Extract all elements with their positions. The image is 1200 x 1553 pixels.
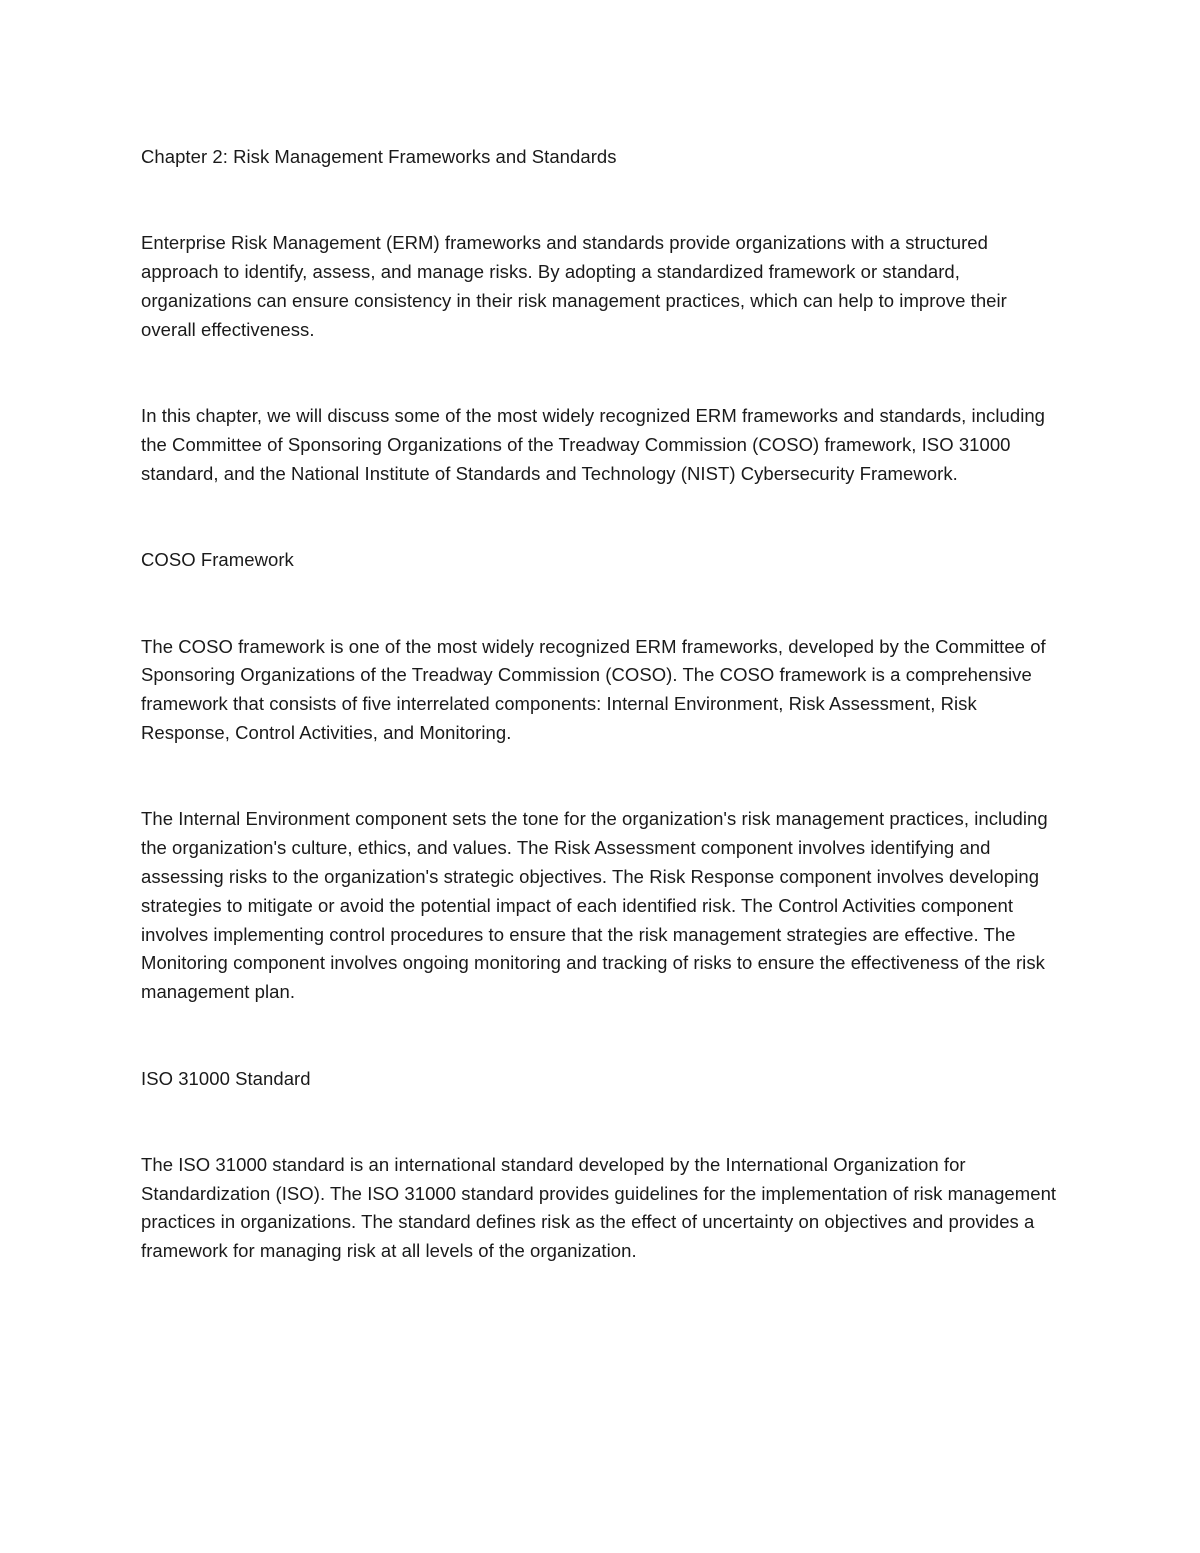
iso-heading: ISO 31000 Standard — [141, 1067, 311, 1089]
coso-heading: COSO Framework — [141, 549, 294, 571]
coso-paragraph-2: The Internal Environment component sets the tone for the organization's risk management practices, including the organization's culture, ethics, and values. The Risk Assessment component involves identifying and assessing risks to the organization's strategic objectives. The Risk Response component involves developing strategies to mitigate or avoid the potential impact of each identified risk. The Control Activities component involves implementing control procedures to ensure that the risk management strategies are effective. The Monitoring component involves ongoing monitoring and tracking of risks to ensure the effectiveness of the risk management plan. — [141, 808, 1048, 1003]
iso-paragraph-1: The ISO 31000 standard is an international standard developed by the International Organization for Standardization (ISO). The ISO 31000 standard provides guidelines for the implementation of risk management practices in organizations. The standard defines risk as the effect of uncertainty on objectives and provides a framework for managing risk at all levels of the organization. — [141, 1153, 1057, 1262]
intro-paragraph-1: Enterprise Risk Management (ERM) frameworks and standards provide organizations with a structured approach to identify, assess, and manage risks. By adopting a standardized framework or standard, organizations can ensure consistency in their risk management practices, which can help to improve their overall effectiveness. — [141, 232, 1007, 340]
chapter-title: Chapter 2: Risk Management Frameworks and Standards — [141, 146, 617, 167]
spacer — [141, 748, 1061, 806]
spacer — [141, 1007, 1061, 1065]
spacer — [141, 345, 1061, 403]
intro-paragraph-2: In this chapter, we will discuss some of the most widely recognized ERM frameworks and standards, including the Committee of Sponsoring Organizations of the Treadway Commission (COSO) framework, ISO 31000 standard, and the National Institute of Standards and Technology (NIST) Cybersecurity Framework. — [141, 405, 1046, 484]
spacer — [141, 489, 1061, 547]
document-body — [141, 143, 1061, 1266]
coso-paragraph-1: The COSO framework is one of the most widely recognized ERM frameworks, developed by the Committee of Sponsoring Organizations of the Treadway Commission (COSO). The COSO framework is a comprehensive framework that consists of five interrelated components: Internal Environment, Risk Assessment, Risk Response, Control Activities, and Monitoring. — [141, 635, 1046, 743]
spacer — [141, 172, 1061, 230]
spacer — [141, 1093, 1061, 1151]
spacer — [141, 575, 1061, 633]
